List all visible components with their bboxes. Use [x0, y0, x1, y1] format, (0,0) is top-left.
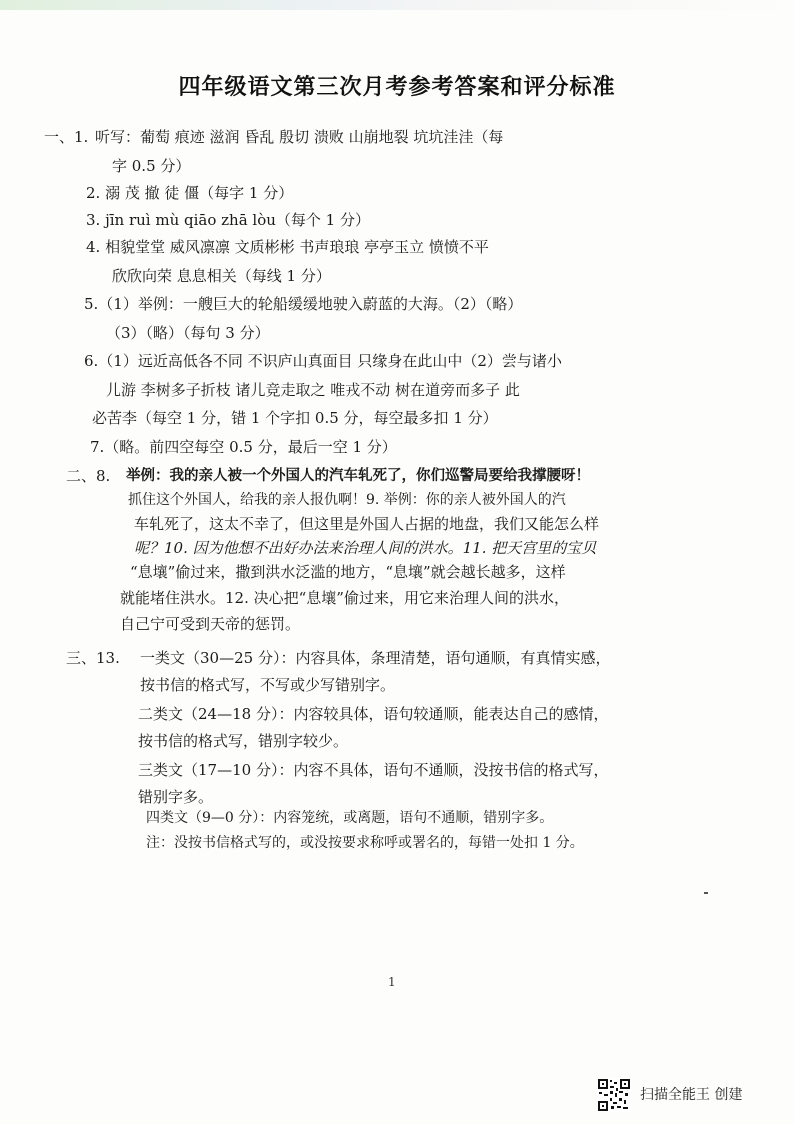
section-2-marker: 二、8. — [66, 467, 111, 485]
answer-line: 6.（1）远近高低各不同 不识庐山真面目 只缘身在此山中（2）尝与诸小 — [84, 352, 562, 370]
answer-line: 7.（略。前四空每空 0.5 分，最后一空 1 分） — [90, 438, 397, 456]
qr-code-icon — [597, 1078, 631, 1112]
section-1-marker: 一、1. — [44, 128, 89, 146]
page-title: 四年级语文第三次月考参考答案和评分标准 — [178, 75, 616, 100]
answer-line: 四类文（9—0 分）：内容笼统，或离题，语句不通顺，错别字多。 — [146, 810, 554, 826]
answer-line: 三类文（17—10 分）：内容不具体，语句不通顺，没按书信的格式写， — [138, 761, 609, 779]
answer-line: 错别字多。 — [138, 788, 214, 806]
answer-line: 举例：我的亲人被一个外国人的汽车轧死了，你们巡警局要给我撑腰呀！ — [126, 467, 590, 484]
scanner-watermark: 扫描全能王 创建 — [640, 1087, 743, 1103]
answer-line: 注：没按书信格式写的，或没按要求称呼或署名的，每错一处扣 1 分。 — [146, 835, 584, 851]
answer-line: 就能堵住洪水。12. 决心把“息壤”偷过来，用它来治理人间的洪水， — [120, 589, 569, 607]
answer-line: 一类文（30—25 分）：内容具体，条理清楚，语句通顺，有真情实感， — [140, 649, 611, 667]
answer-line: 呢？10. 因为他想不出好办法来治理人间的洪水。11. 把天宫里的宝贝 — [134, 539, 597, 557]
answer-line: 二类文（24—18 分）：内容较具体，语句较通顺，能表达自己的感情， — [138, 705, 609, 723]
answer-line: 欣欣向荣 息息相关（每线 1 分） — [112, 267, 331, 285]
scan-edge-artifact — [0, 0, 794, 10]
answer-line: “息壤”偷过来，撒到洪水泛滥的地方，“息壤”就会越长越多，这样 — [130, 563, 566, 581]
answer-line: 车轧死了，这太不幸了，但这里是外国人占据的地盘，我们又能怎么样 — [134, 515, 600, 533]
answer-line: 2. 溺 茂 撤 徒 僵（每字 1 分） — [86, 184, 294, 202]
answer-line: 儿游 李树多子折枝 诸儿竞走取之 唯戎不动 树在道旁而多子 此 — [106, 381, 520, 399]
answer-line: 按书信的格式写，错别字较少。 — [138, 732, 349, 750]
section-3-marker: 三、13. — [66, 649, 120, 667]
answer-line: 4. 相貌堂堂 威风凛凛 文质彬彬 书声琅琅 亭亭玉立 愤愤不平 — [86, 238, 489, 256]
answer-line: 按书信的格式写，不写或少写错别字。 — [140, 676, 396, 694]
answer-line: 抓住这个外国人，给我的亲人报仇啊！9. 举例：你的亲人被外国人的汽 — [128, 492, 566, 508]
answer-line: 必苦李（每空 1 分，错 1 个字扣 0.5 分，每空最多扣 1 分） — [92, 409, 498, 427]
answer-line: 字 0.5 分） — [112, 157, 191, 175]
stray-mark — [704, 892, 708, 894]
answer-line: （3）（略）（每句 3 分） — [106, 324, 270, 342]
answer-line: 听写：葡萄 痕迹 滋润 昏乱 殷切 溃败 山崩地裂 坑坑洼洼（每 — [95, 128, 504, 146]
page-number: 1 — [388, 975, 396, 989]
answer-line: 5.（1）举例：一艘巨大的轮船缓缓地驶入蔚蓝的大海。（2）（略） — [84, 295, 523, 313]
answer-line: 3. jīn ruì mù qiāo zhā lòu（每个 1 分） — [86, 211, 370, 229]
answer-line: 自己宁可受到天帝的惩罚。 — [120, 615, 301, 633]
